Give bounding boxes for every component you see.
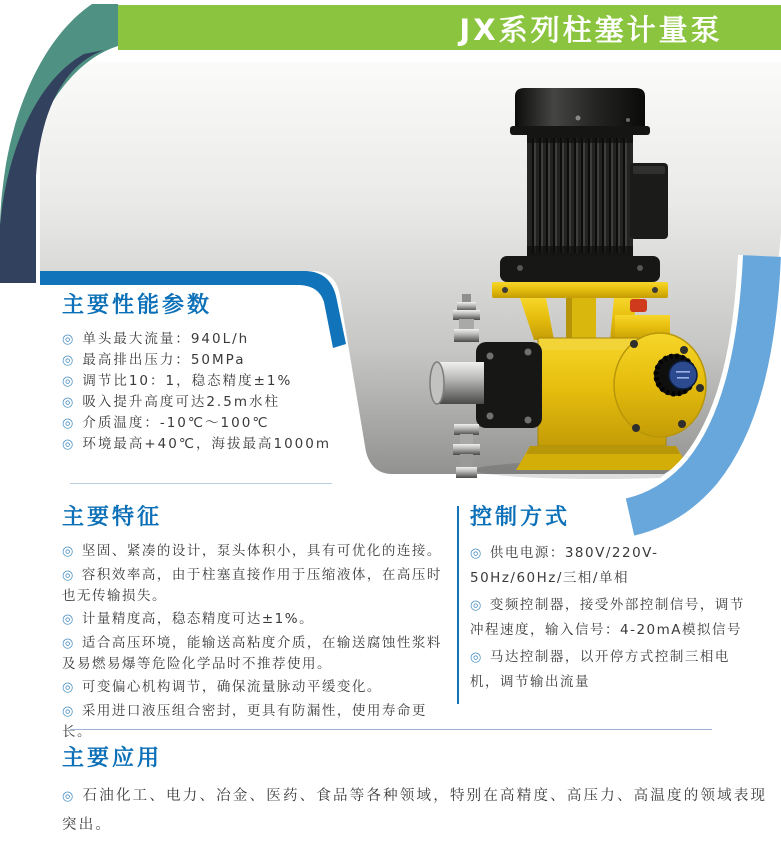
- feature-item: [62, 701, 454, 742]
- bullet-icon: ◎: [62, 568, 75, 583]
- application-item: [62, 782, 770, 839]
- bullet-icon: ◎: [62, 789, 76, 804]
- spec-item: [62, 350, 444, 371]
- bullet-icon: ◎: [62, 437, 76, 452]
- spec-item-text: 环境最高+40℃，海拔最高1000m: [82, 436, 332, 452]
- feature-item: [62, 565, 454, 606]
- control-heading: 控制方式: [470, 505, 571, 530]
- section-control: [470, 500, 746, 697]
- control-item: [470, 645, 746, 695]
- feature-item: [62, 609, 454, 630]
- section-divider: [70, 483, 332, 484]
- bullet-icon: ◎: [470, 546, 483, 561]
- spec-item-text: 单头最大流量：940L/h: [82, 331, 250, 347]
- spec-item: [62, 392, 444, 413]
- bullet-icon: ◎: [62, 612, 75, 627]
- bullet-icon: ◎: [62, 332, 76, 347]
- bullet-icon: ◎: [62, 395, 76, 410]
- control-item: [470, 541, 746, 591]
- feature-item: [62, 633, 454, 674]
- control-item: [470, 593, 746, 643]
- feature-item-text: 容积效率高，由于柱塞直接作用于压缩液体，在高压时也无传输损失。: [62, 567, 442, 604]
- feature-item-text: 可变偏心机构调节，确保流量脉动平缓变化。: [81, 679, 382, 695]
- spec-item-text: 介质温度：-10℃～100℃: [82, 415, 270, 431]
- performance-heading: 主要性能参数: [62, 293, 213, 318]
- spec-item-text: 最高排出压力：50MPa: [82, 352, 246, 368]
- spec-item-text: 吸入提升高度可达2.5m水柱: [82, 394, 280, 410]
- feature-item-text: 适合高压环境，能输送高粘度介质，在输送腐蚀性浆料及易燃易爆等危险化学品时不推荐使用。: [62, 635, 442, 672]
- bullet-icon: ◎: [62, 353, 76, 368]
- bullet-icon: ◎: [62, 704, 75, 719]
- applications-heading: 主要应用: [62, 746, 163, 771]
- spec-item: [62, 413, 444, 434]
- control-item-text: 马达控制器，以开停方式控制三相电机，调节输出流量: [470, 649, 730, 690]
- section-features: [62, 500, 454, 745]
- column-divider: [457, 506, 459, 704]
- control-list: [470, 541, 746, 695]
- feature-item-text: 采用进口液压组合密封，更具有防漏性，使用寿命更长。: [62, 703, 427, 740]
- performance-list: [62, 329, 444, 455]
- page-title: JX系列柱塞计量泵: [459, 13, 723, 47]
- section-applications: [62, 741, 770, 839]
- control-item-text: 供电电源：380V/220V-50Hz/60Hz/三相/单相: [470, 545, 659, 586]
- section-performance: [62, 288, 444, 455]
- bullet-icon: ◎: [62, 680, 75, 695]
- feature-item-text: 坚固、紧凑的设计，泵头体积小，具有可优化的连接。: [81, 543, 442, 559]
- bullet-icon: ◎: [470, 650, 483, 665]
- bullet-icon: ◎: [62, 636, 75, 651]
- feature-item: [62, 677, 454, 698]
- feature-item: [62, 541, 454, 562]
- features-list: [62, 541, 454, 742]
- spec-item: [62, 371, 444, 392]
- bullet-icon: ◎: [62, 544, 75, 559]
- spec-item-text: 调节比10：1，稳态精度±1%: [82, 373, 293, 389]
- features-heading: 主要特征: [62, 505, 163, 530]
- bullet-icon: ◎: [470, 598, 483, 613]
- application-item-text: 石油化工、电力、冶金、医药、食品等各种领域，特别在高精度、高压力、高温度的领域表现突出。: [62, 788, 768, 833]
- feature-item-text: 计量精度高，稳态精度可达±1%。: [81, 611, 315, 627]
- applications-list: [62, 782, 770, 839]
- spec-item: [62, 434, 444, 455]
- bullet-icon: ◎: [62, 374, 76, 389]
- control-item-text: 变频控制器，接受外部控制信号，调节冲程速度，输入信号：4-20mA模拟信号: [470, 597, 745, 638]
- spec-item: [62, 329, 444, 350]
- bottom-divider: [70, 729, 712, 730]
- bullet-icon: ◎: [62, 416, 76, 431]
